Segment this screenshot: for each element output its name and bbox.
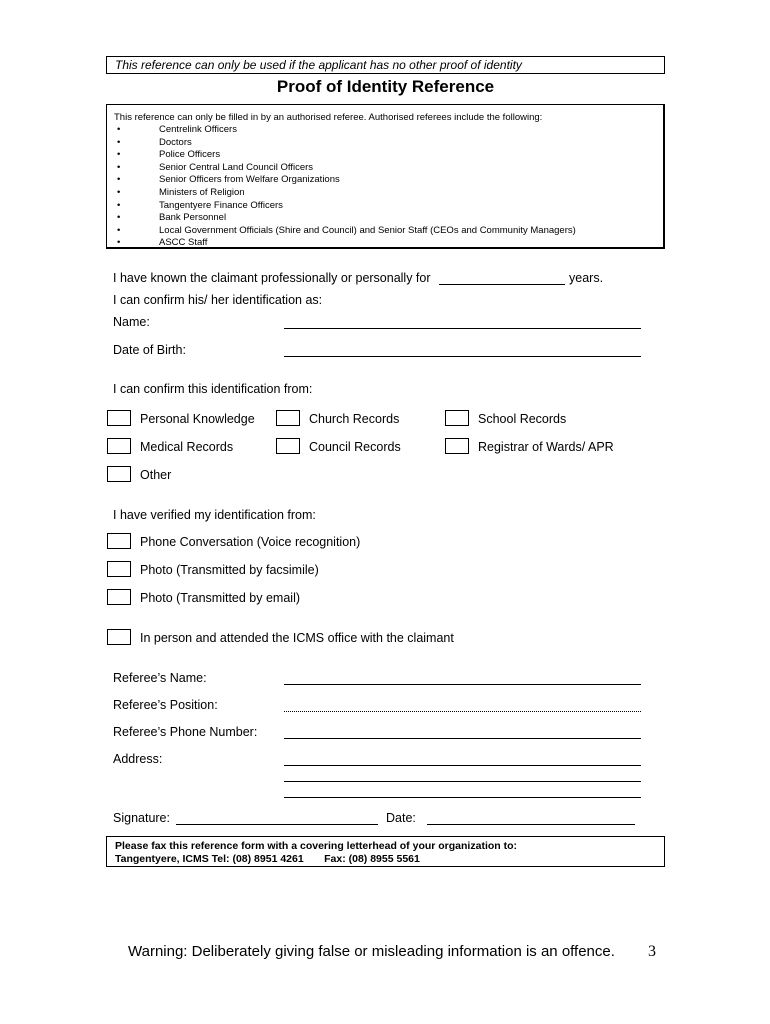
date-label: Date: bbox=[386, 811, 416, 825]
list-item bbox=[114, 124, 663, 137]
referee-type: Doctors bbox=[159, 136, 192, 148]
referees-list bbox=[114, 124, 663, 250]
personal-knowledge-checkbox[interactable] bbox=[107, 410, 131, 426]
church-records-label: Church Records bbox=[309, 412, 400, 426]
school-records-checkbox[interactable] bbox=[445, 410, 469, 426]
in-person-label: In person and attended the ICMS office with the claimant bbox=[140, 631, 454, 645]
date-field[interactable] bbox=[427, 824, 635, 825]
list-item bbox=[114, 237, 663, 250]
referee-type: Ministers of Religion bbox=[159, 186, 245, 198]
confirm-as-label: I can confirm his/ her identification as: bbox=[113, 293, 323, 307]
bullet-icon: • bbox=[117, 149, 121, 161]
medical-records-checkbox[interactable] bbox=[107, 438, 131, 454]
photo-email-label: Photo (Transmitted by email) bbox=[140, 591, 301, 605]
referee-type: Centrelink Officers bbox=[159, 124, 237, 135]
list-item bbox=[114, 200, 663, 213]
referees-intro: This reference can only be filled in by an authorised referee. Authorised referees include the following: bbox=[114, 112, 543, 123]
photo-facsimile-label: Photo (Transmitted by facsimile) bbox=[140, 563, 319, 577]
referee-type: Tangentyere Finance Officers bbox=[159, 199, 283, 211]
name-field[interactable] bbox=[284, 328, 641, 329]
dob-field[interactable] bbox=[284, 356, 641, 357]
signature-label: Signature: bbox=[113, 811, 170, 825]
bullet-icon: • bbox=[117, 212, 121, 224]
bullet-icon: • bbox=[117, 136, 121, 148]
authorised-referees-box bbox=[106, 104, 665, 249]
verified-from-heading: I have verified my identification from: bbox=[113, 508, 316, 522]
address-field-line-3[interactable] bbox=[284, 797, 641, 798]
bullet-icon: • bbox=[117, 186, 121, 198]
fax-instructions-line-1: Please fax this reference form with a covering letterhead of your organization to: bbox=[115, 840, 518, 852]
referee-phone-field[interactable] bbox=[284, 738, 641, 739]
bullet-icon: • bbox=[117, 161, 121, 173]
referee-type: Senior Officers from Welfare Organizations bbox=[159, 174, 340, 186]
school-records-label: School Records bbox=[478, 412, 567, 426]
other-checkbox[interactable] bbox=[107, 466, 131, 482]
registrar-of-wards-checkbox[interactable] bbox=[445, 438, 469, 454]
bullet-icon: • bbox=[117, 124, 121, 135]
referee-position-label: Referee’s Position: bbox=[113, 698, 218, 712]
referee-type: ASCC Staff bbox=[159, 237, 208, 249]
address-field-line-1[interactable] bbox=[284, 765, 641, 766]
registrar-of-wards-label: Registrar of Wards/ APR bbox=[478, 440, 614, 454]
bullet-icon: • bbox=[117, 174, 121, 186]
personal-knowledge-label: Personal Knowledge bbox=[140, 412, 255, 426]
dob-label: Date of Birth: bbox=[113, 343, 186, 357]
other-label: Other bbox=[140, 468, 172, 482]
address-label: Address: bbox=[113, 752, 163, 766]
years-known-field[interactable] bbox=[439, 284, 565, 285]
medical-records-label: Medical Records bbox=[140, 440, 234, 454]
bullet-icon: • bbox=[117, 199, 121, 211]
confirm-from-heading: I can confirm this identification from: bbox=[113, 382, 313, 396]
name-label: Name: bbox=[113, 315, 150, 329]
list-item bbox=[114, 225, 663, 238]
page-title: Proof of Identity Reference bbox=[276, 77, 495, 96]
fax-instructions-box bbox=[106, 836, 665, 867]
referee-name-label: Referee’s Name: bbox=[113, 671, 207, 685]
list-item bbox=[114, 149, 663, 162]
referee-phone-label: Referee’s Phone Number: bbox=[113, 725, 258, 739]
referee-type: Local Government Officials (Shire and Council) and Senior Staff (CEOs and Community Managers) bbox=[159, 224, 576, 236]
list-item bbox=[114, 187, 663, 200]
church-records-checkbox[interactable] bbox=[276, 410, 300, 426]
proof-notice: This reference can only be used if the applicant has no other proof of identity bbox=[106, 56, 665, 74]
photo-email-checkbox[interactable] bbox=[107, 589, 131, 605]
referee-name-field[interactable] bbox=[284, 684, 641, 685]
bullet-icon: • bbox=[117, 237, 121, 249]
address-field-line-2[interactable] bbox=[284, 781, 641, 782]
years-suffix: years. bbox=[569, 271, 604, 285]
warning-text: Warning: Deliberately giving false or misleading information is an offence. bbox=[128, 943, 615, 960]
list-item bbox=[114, 137, 663, 150]
years-known-label: I have known the claimant professionally or personally for bbox=[113, 271, 431, 285]
fax-instructions-line-2: Tangentyere, ICMS Tel: (08) 8951 4261 Fax: (08) 8955 5561 bbox=[115, 853, 420, 865]
phone-conversation-checkbox[interactable] bbox=[107, 533, 131, 549]
phone-conversation-label: Phone Conversation (Voice recognition) bbox=[140, 535, 361, 549]
council-records-label: Council Records bbox=[309, 440, 401, 454]
page-number: 3 bbox=[648, 943, 656, 960]
referee-type: Bank Personnel bbox=[159, 212, 227, 224]
bullet-icon: • bbox=[117, 224, 121, 236]
referee-type: Police Officers bbox=[159, 149, 221, 161]
list-item bbox=[114, 174, 663, 187]
photo-facsimile-checkbox[interactable] bbox=[107, 561, 131, 577]
referee-position-field[interactable] bbox=[284, 711, 641, 712]
in-person-checkbox[interactable] bbox=[107, 629, 131, 645]
signature-field[interactable] bbox=[176, 824, 378, 825]
list-item bbox=[114, 212, 663, 225]
list-item bbox=[114, 162, 663, 175]
council-records-checkbox[interactable] bbox=[276, 438, 300, 454]
referee-type: Senior Central Land Council Officers bbox=[159, 161, 314, 173]
